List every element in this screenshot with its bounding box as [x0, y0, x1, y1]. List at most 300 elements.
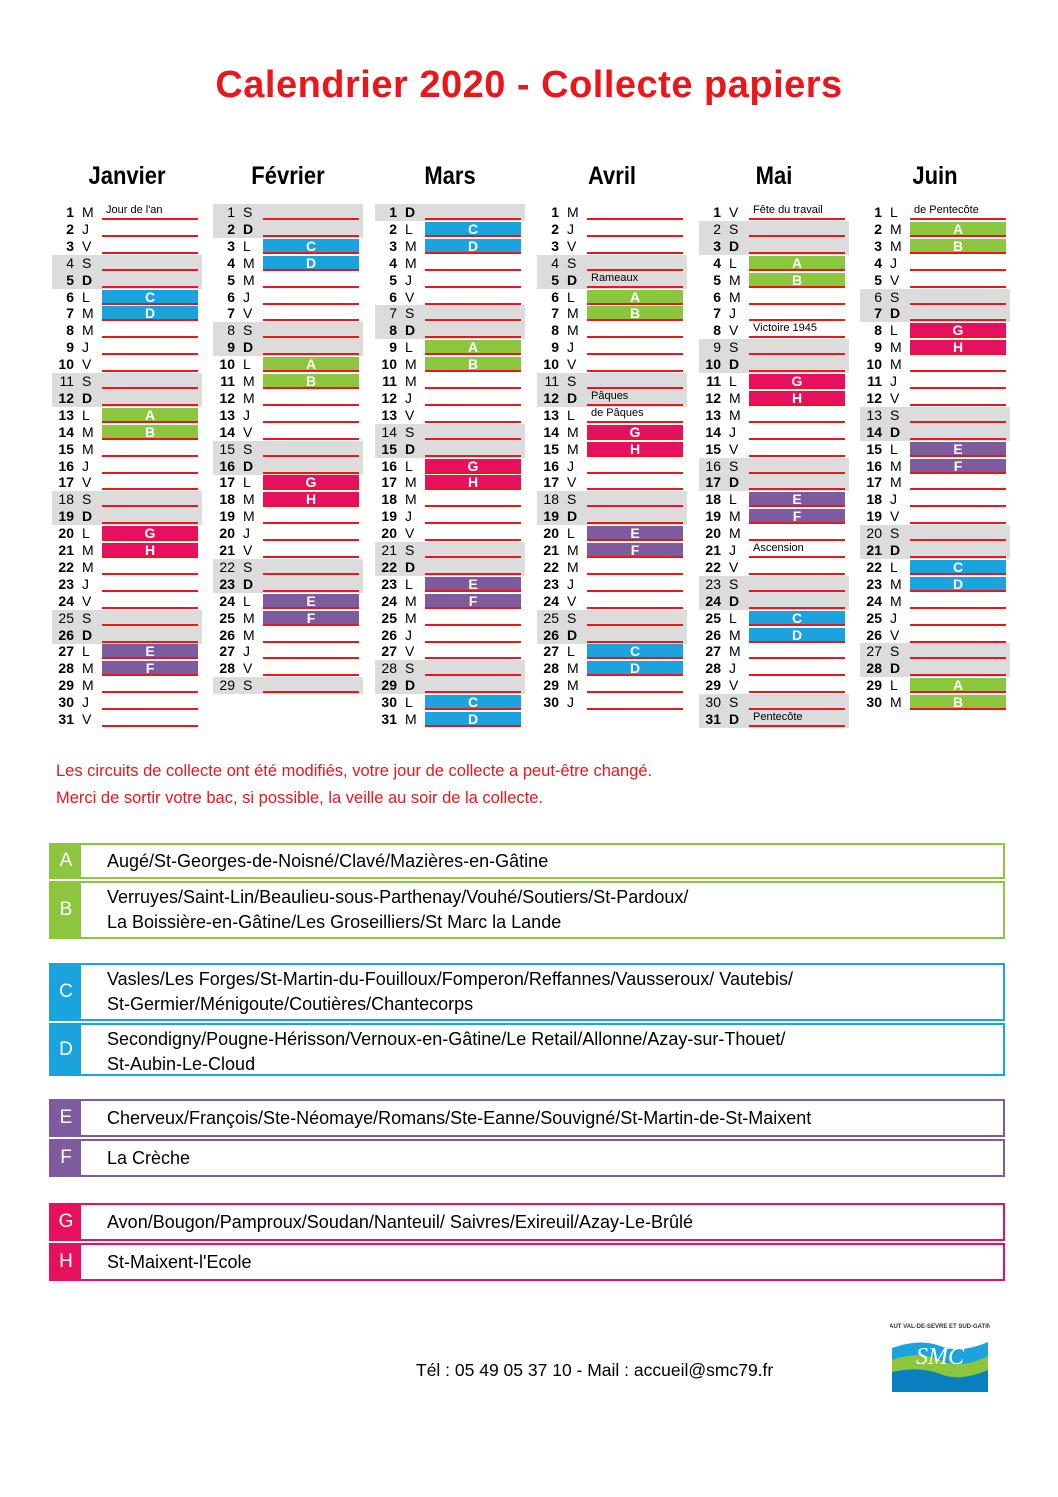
day-number: 11	[867, 373, 882, 389]
collection-cell	[425, 712, 521, 727]
day-number: 20	[866, 525, 882, 542]
day-number: 2	[389, 220, 397, 237]
day-number: 16	[58, 457, 74, 474]
red-rule	[263, 556, 359, 558]
collection-cell	[102, 695, 198, 710]
day-row	[213, 610, 363, 627]
collection-cell	[425, 526, 521, 541]
collection-cell	[425, 374, 521, 389]
collection-cell	[425, 678, 521, 693]
collection-code: A	[910, 678, 1006, 693]
red-rule	[425, 269, 521, 271]
weekday-letter: L	[729, 254, 737, 271]
collection-code: H	[102, 543, 198, 558]
day-number: 15	[381, 440, 397, 457]
weekday-letter: L	[405, 457, 413, 474]
weekday-letter: L	[567, 525, 575, 542]
weekday-letter: S	[567, 373, 577, 389]
day-row	[375, 711, 525, 728]
collection-code: F	[587, 543, 683, 558]
collection-cell	[102, 526, 198, 541]
collection-cell	[587, 239, 683, 254]
collection-code: C	[910, 560, 1006, 575]
holiday-label: Pentecôte	[753, 711, 803, 723]
day-row	[52, 356, 202, 373]
day-number: 23	[543, 575, 559, 592]
legend-row-b	[49, 881, 1005, 939]
collection-cell	[102, 256, 198, 271]
day-number: 18	[866, 491, 882, 508]
day-number: 25	[543, 609, 559, 626]
weekday-letter: J	[567, 220, 574, 237]
collection-cell	[910, 475, 1006, 490]
day-row	[375, 441, 525, 458]
weekday-letter: S	[729, 575, 739, 592]
collection-cell	[102, 408, 198, 423]
weekday-letter: S	[82, 491, 92, 508]
collection-code: H	[263, 492, 359, 507]
weekday-letter: L	[82, 525, 90, 542]
day-row	[699, 474, 849, 491]
weekday-letter: J	[82, 339, 89, 356]
collection-code: F	[749, 509, 845, 524]
collection-cell	[910, 290, 1006, 305]
red-rule	[263, 353, 359, 355]
day-number: 15	[866, 440, 882, 457]
day-number: 6	[551, 288, 559, 305]
day-row	[375, 356, 525, 373]
red-rule	[910, 674, 1006, 676]
collection-cell	[425, 306, 521, 321]
day-row	[375, 458, 525, 475]
collection-cell	[749, 205, 845, 220]
collection-cell	[425, 611, 521, 626]
day-number: 9	[713, 339, 721, 356]
day-row	[213, 407, 363, 424]
collection-cell	[102, 323, 198, 338]
holiday-label: Rameaux	[591, 271, 639, 284]
weekday-letter: D	[729, 592, 740, 609]
day-row	[699, 508, 849, 525]
red-rule	[910, 404, 1006, 406]
legend-letter: C	[51, 965, 81, 1019]
red-rule	[263, 472, 359, 474]
day-number: 21	[866, 542, 882, 558]
day-row	[537, 643, 687, 660]
day-number: 27	[866, 643, 882, 660]
weekday-letter: D	[243, 457, 254, 474]
holiday-label: Victoire 1945	[753, 322, 818, 335]
weekday-letter: D	[890, 542, 901, 558]
collection-code: B	[910, 239, 1006, 254]
red-rule	[587, 286, 683, 288]
weekday-letter: L	[567, 406, 575, 423]
weekday-letter: L	[729, 609, 737, 626]
collection-code: B	[263, 374, 359, 389]
red-rule	[749, 725, 845, 727]
collection-cell	[749, 290, 845, 305]
day-number: 14	[381, 423, 397, 440]
collection-code: C	[425, 222, 521, 237]
day-number: 11	[382, 373, 397, 389]
day-row	[699, 660, 849, 677]
day-row	[699, 204, 849, 221]
day-number: 2	[551, 220, 559, 237]
day-number: 28	[705, 660, 721, 677]
red-rule	[587, 353, 683, 355]
day-row	[375, 407, 525, 424]
weekday-letter: J	[567, 575, 574, 592]
day-number: 1	[227, 204, 235, 220]
day-row	[52, 610, 202, 627]
weekday-letter: M	[567, 542, 579, 558]
weekday-letter: L	[890, 558, 898, 575]
collection-cell	[425, 492, 521, 507]
red-rule	[102, 286, 198, 288]
red-rule	[102, 488, 198, 490]
day-row	[860, 576, 1010, 593]
weekday-letter: M	[890, 694, 902, 711]
day-row	[860, 610, 1010, 627]
collection-cell	[749, 492, 845, 507]
day-number: 29	[381, 677, 397, 694]
day-number: 29	[219, 677, 235, 694]
day-number: 17	[705, 474, 721, 491]
collection-cell	[263, 290, 359, 305]
collection-cell	[102, 205, 198, 220]
day-row	[860, 272, 1010, 289]
weekday-letter: M	[82, 440, 94, 457]
collection-code: G	[749, 374, 845, 389]
collection-code: D	[425, 239, 521, 254]
day-number: 23	[381, 575, 397, 592]
month-name: Février	[251, 162, 325, 190]
weekday-letter: D	[405, 440, 416, 457]
weekday-letter: J	[567, 339, 574, 356]
red-rule	[425, 539, 521, 541]
day-row	[537, 508, 687, 525]
day-row	[213, 356, 363, 373]
weekday-letter: V	[405, 406, 415, 423]
collection-cell	[587, 459, 683, 474]
day-number: 28	[58, 660, 74, 677]
holiday-label: Pâques	[591, 389, 629, 402]
weekday-letter: L	[729, 491, 737, 508]
weekday-letter: M	[82, 660, 94, 677]
notice-line-2: Merci de sortir votre bac, si possible, la veille au soir de la collecte.	[56, 789, 543, 807]
red-rule	[910, 522, 1006, 524]
day-row	[52, 238, 202, 255]
weekday-letter: J	[243, 525, 250, 542]
day-number: 9	[389, 339, 397, 356]
red-rule	[749, 607, 845, 609]
day-number: 16	[543, 457, 559, 474]
day-number: 28	[543, 660, 559, 677]
day-number: 27	[705, 643, 721, 660]
collection-cell	[425, 442, 521, 457]
collection-cell	[587, 323, 683, 338]
day-number: 14	[219, 423, 235, 440]
collection-cell	[425, 290, 521, 305]
day-row	[213, 221, 363, 238]
day-row	[52, 390, 202, 407]
collection-code: D	[587, 661, 683, 676]
day-row	[52, 289, 202, 306]
day-row	[699, 255, 849, 272]
weekday-letter: J	[405, 389, 412, 406]
weekday-letter: S	[82, 373, 92, 389]
collection-cell	[102, 374, 198, 389]
collection-cell	[587, 425, 683, 440]
weekday-letter: V	[82, 237, 92, 254]
collection-cell	[749, 577, 845, 592]
day-number: 22	[219, 558, 235, 575]
red-rule	[749, 353, 845, 355]
collection-cell	[910, 357, 1006, 372]
collection-cell	[910, 543, 1006, 558]
weekday-letter: V	[82, 711, 92, 727]
collection-cell	[749, 306, 845, 321]
weekday-letter: J	[243, 406, 250, 423]
day-row	[213, 677, 363, 694]
collection-cell	[263, 374, 359, 389]
day-row	[699, 610, 849, 627]
collection-cell	[587, 594, 683, 609]
legend-communes: St-Maixent-l'Ecole	[107, 1252, 252, 1272]
day-number: 7	[227, 305, 235, 322]
collection-cell	[749, 475, 845, 490]
day-number: 5	[551, 271, 559, 288]
weekday-letter: S	[405, 660, 415, 677]
collection-cell	[263, 323, 359, 338]
weekday-letter: M	[567, 660, 579, 677]
calendar-grid	[0, 0, 1058, 740]
legend-communes: Verruyes/Saint-Lin/Beaulieu-sous-Parthenay/Vouhé/Soutiers/St-Pardoux/	[107, 887, 689, 907]
weekday-letter: S	[890, 288, 900, 305]
collection-cell	[910, 273, 1006, 288]
weekday-letter: M	[729, 643, 741, 660]
collection-cell	[102, 661, 198, 676]
red-rule	[102, 472, 198, 474]
red-rule	[102, 590, 198, 592]
day-number: 16	[705, 457, 721, 474]
day-number: 18	[543, 491, 559, 508]
day-row	[860, 508, 1010, 525]
collection-cell	[910, 323, 1006, 338]
day-number: 5	[874, 271, 882, 288]
red-rule	[425, 286, 521, 288]
weekday-letter: D	[567, 626, 578, 643]
collection-cell	[749, 256, 845, 271]
day-row	[52, 407, 202, 424]
day-row	[860, 407, 1010, 424]
weekday-letter: M	[890, 339, 902, 356]
day-number: 18	[381, 491, 397, 508]
day-row	[375, 373, 525, 390]
weekday-letter: D	[567, 389, 578, 406]
collection-cell	[425, 594, 521, 609]
collection-cell	[587, 509, 683, 524]
collection-cell	[749, 678, 845, 693]
day-row	[860, 491, 1010, 508]
day-row	[537, 525, 687, 542]
collection-code: B	[749, 273, 845, 288]
legend-communes-continued: St-Aubin-Le-Cloud	[107, 1054, 256, 1074]
weekday-letter: D	[729, 474, 740, 491]
red-rule	[425, 218, 521, 220]
day-row	[375, 559, 525, 576]
weekday-letter: V	[405, 288, 415, 305]
day-number: 14	[866, 423, 882, 440]
red-rule	[749, 674, 845, 676]
day-row	[699, 576, 849, 593]
weekday-letter: V	[729, 677, 739, 694]
collection-cell	[425, 340, 521, 355]
day-number: 17	[58, 474, 74, 491]
day-number: 20	[381, 525, 397, 542]
weekday-letter: M	[243, 389, 255, 406]
weekday-letter: L	[82, 288, 90, 305]
collection-cell	[425, 459, 521, 474]
day-row	[375, 610, 525, 627]
day-number: 25	[705, 609, 721, 626]
red-rule	[102, 641, 198, 643]
day-number: 22	[543, 558, 559, 575]
collection-cell	[749, 374, 845, 389]
day-number: 20	[705, 525, 721, 542]
day-row	[537, 255, 687, 272]
legend-letter: A	[51, 845, 81, 877]
day-row	[699, 322, 849, 339]
day-number: 20	[58, 525, 74, 542]
red-rule	[587, 607, 683, 609]
day-number: 18	[58, 491, 74, 508]
day-number: 1	[713, 204, 721, 220]
day-row	[375, 474, 525, 491]
day-number: 25	[219, 609, 235, 626]
red-rule	[425, 421, 521, 423]
collection-code: E	[425, 577, 521, 592]
red-rule	[425, 387, 521, 389]
day-row	[860, 221, 1010, 238]
collection-code: A	[425, 340, 521, 355]
weekday-letter: L	[890, 440, 898, 457]
collection-cell	[425, 577, 521, 592]
red-rule	[263, 286, 359, 288]
day-row	[52, 627, 202, 644]
day-number: 12	[705, 389, 721, 406]
legend-row-h	[49, 1243, 1005, 1281]
day-number: 20	[219, 525, 235, 542]
collection-cell	[587, 391, 683, 406]
day-number: 26	[866, 626, 882, 643]
day-row	[52, 441, 202, 458]
day-row	[213, 339, 363, 356]
red-rule	[425, 556, 521, 558]
collection-cell	[425, 391, 521, 406]
collection-cell	[263, 357, 359, 372]
day-row	[699, 542, 849, 559]
collection-code: B	[587, 306, 683, 321]
day-number: 13	[866, 406, 882, 423]
collection-cell	[263, 205, 359, 220]
day-row	[213, 627, 363, 644]
day-row	[375, 221, 525, 238]
collection-cell	[749, 408, 845, 423]
weekday-letter: V	[890, 389, 900, 406]
red-rule	[102, 607, 198, 609]
collection-cell	[263, 492, 359, 507]
red-rule	[910, 387, 1006, 389]
weekday-letter: L	[890, 322, 898, 339]
day-row	[699, 289, 849, 306]
day-number: 3	[66, 237, 74, 254]
day-number: 2	[227, 220, 235, 237]
weekday-letter: M	[82, 322, 94, 339]
legend-communes-continued: La Boissière-en-Gâtine/Les Groseilliers/St Marc la Lande	[107, 912, 562, 932]
red-rule	[425, 624, 521, 626]
red-rule	[749, 708, 845, 710]
red-rule	[587, 387, 683, 389]
collection-cell	[425, 661, 521, 676]
collection-cell	[425, 560, 521, 575]
collection-cell	[910, 611, 1006, 626]
red-rule	[102, 455, 198, 457]
red-rule	[425, 522, 521, 524]
day-row	[52, 221, 202, 238]
red-rule	[749, 539, 845, 541]
weekday-letter: S	[890, 525, 900, 542]
red-rule	[749, 455, 845, 457]
collection-cell	[749, 323, 845, 338]
weekday-letter: S	[729, 339, 739, 356]
day-row	[537, 593, 687, 610]
day-number: 21	[219, 542, 235, 558]
day-row	[375, 677, 525, 694]
day-number: 17	[543, 474, 559, 491]
day-number: 12	[866, 389, 882, 406]
weekday-letter: V	[82, 356, 92, 373]
weekday-letter: L	[82, 643, 90, 660]
red-rule	[910, 438, 1006, 440]
red-rule	[587, 269, 683, 271]
day-number: 23	[219, 575, 235, 592]
red-rule	[587, 505, 683, 507]
collection-cell	[102, 340, 198, 355]
weekday-letter: M	[405, 237, 417, 254]
collection-cell	[910, 425, 1006, 440]
collection-cell	[263, 678, 359, 693]
day-row	[52, 424, 202, 441]
footer-contact: Tél : 05 49 05 37 10 - Mail : accueil@smc79.fr	[416, 1360, 774, 1380]
red-rule	[425, 438, 521, 440]
collection-code: D	[263, 256, 359, 271]
day-row	[375, 424, 525, 441]
collection-cell	[425, 273, 521, 288]
day-number: 6	[713, 288, 721, 305]
collection-cell	[102, 594, 198, 609]
weekday-letter: D	[890, 423, 901, 440]
day-row	[375, 593, 525, 610]
day-row	[537, 424, 687, 441]
weekday-letter: L	[567, 288, 575, 305]
day-number: 15	[543, 440, 559, 457]
weekday-letter: M	[890, 237, 902, 254]
red-rule	[587, 472, 683, 474]
day-row	[537, 458, 687, 475]
legend-letter: E	[51, 1101, 81, 1135]
collection-cell	[910, 560, 1006, 575]
